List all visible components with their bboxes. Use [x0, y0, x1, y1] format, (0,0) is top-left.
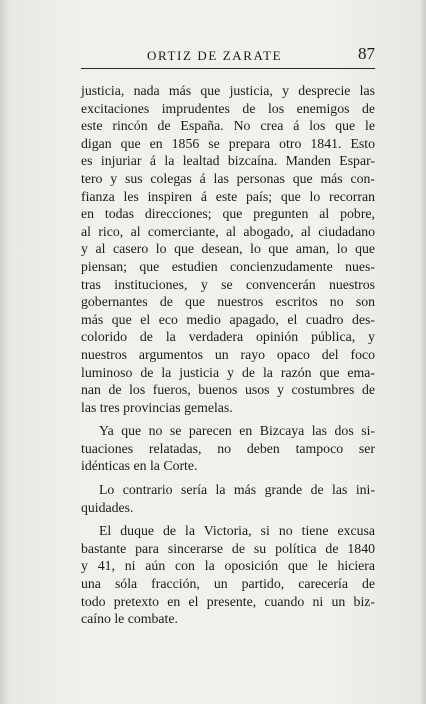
text-line: las tres provincias gemelas. — [81, 399, 233, 415]
text-line: justicia, nada más que justicia, y desprecie las — [81, 83, 375, 98]
header-rule — [81, 68, 375, 69]
body-text — [81, 82, 375, 628]
text-line: y 41, ni aún con la oposición que le hiciera — [81, 558, 375, 574]
text-line: tero y sus colegas á las personas que más con- — [81, 170, 375, 186]
text-line: excitaciones imprudentes de los enemigos de — [81, 100, 375, 116]
text-line: nan de los fueros, buenos usos y costumbres de — [81, 382, 375, 398]
text-line: colorido de la verdadera opinión pública, y — [81, 329, 375, 345]
page-header — [81, 42, 375, 68]
text-line: piensan; que estudien concienzudamente nues- — [81, 258, 375, 274]
text-line: tras instituciones, y se convencerán nuestros — [81, 276, 375, 292]
text-line: idénticas en la Corte. — [81, 458, 198, 474]
text-line: fianza les inspiren á este país; que lo recorran — [81, 188, 375, 204]
text-line: Lo contrario sería la más grande de las ini- — [99, 482, 375, 498]
text-line: una sóla fracción, un partido, carecería de — [81, 576, 375, 592]
text-line: digan que en 1856 se prepara otro 1841. Esto — [81, 135, 375, 151]
text-line: caíno le combate. — [81, 611, 178, 627]
text-line: gobernantes de que nuestros escritos no son — [81, 294, 375, 310]
text-line: luminoso de la justicia y de la razón que ema- — [81, 364, 375, 380]
text-line: nuestros argumentos un rayo opaco del foco — [81, 346, 375, 362]
page-gutter-shadow — [0, 0, 10, 704]
text-line: quidades. — [81, 499, 134, 515]
text-line: en todas direcciones; que pregunten al pobre, — [81, 206, 375, 222]
text-line: y al casero lo que desean, lo que aman, lo que — [81, 241, 375, 257]
text-line: tuaciones relatadas, no deben tampoco ser — [81, 440, 375, 456]
text-line: Ya que no se parecen en Bizcaya las dos si- — [99, 423, 375, 439]
page-edge-shadow — [420, 0, 426, 704]
text-line: este rincón de España. No crea á los que le — [81, 118, 375, 134]
text-line: bastante para sincerarse de su política de 1840 — [81, 540, 375, 556]
running-title: ORTIZ DE ZARATE — [147, 48, 283, 63]
text-line: El duque de la Victoria, si no tiene excusa — [99, 523, 375, 539]
text-line: es injuriar á la lealtad bizcaína. Manden Espar- — [81, 153, 375, 169]
text-line: al rico, al comerciante, al abogado, al ciudadano — [81, 223, 375, 239]
text-line: todo pretexto en el presente, cuando ni un biz- — [81, 593, 375, 609]
page-number: 87 — [358, 44, 375, 63]
text-line: más que el eco medio apagado, el cuadro des- — [81, 311, 375, 327]
